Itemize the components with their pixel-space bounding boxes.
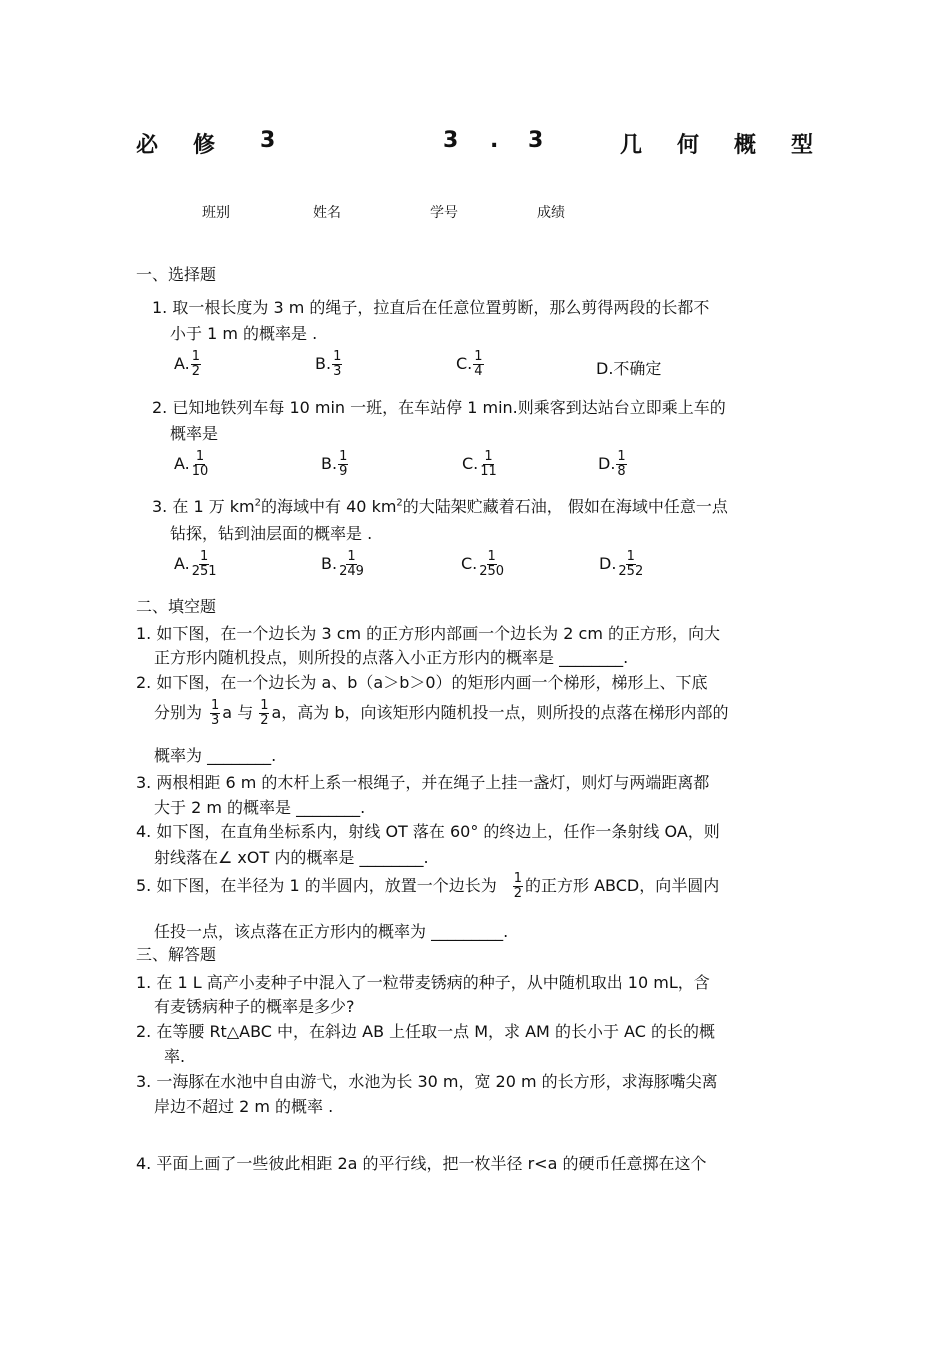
q2-line2: 概率是 (170, 424, 219, 443)
q3-option-b: B. $\frac{1}{249}$ (321, 549, 364, 579)
q2-option-a: A. $\frac{1}{10}$ (174, 449, 209, 479)
solve-q2-line2: 率. (164, 1047, 186, 1066)
q2-option-c: C. $\frac{1}{11}$ (462, 449, 497, 479)
solve-q2-line1: 2. 在等腰 Rt△ABC 中，在斜边 AB 上任取一点 M，求 AM 的长小于 AC 的长的概 (136, 1022, 715, 1041)
q1-line2: 小于 1 m 的概率是 . (170, 324, 318, 343)
title-char-1: 必 (136, 133, 159, 158)
solve-q4-line1: 4. 平面上画了一些彼此相距 2a 的平行线，把一枚半径 r<a 的硬币任意掷在这个 (136, 1154, 707, 1173)
q3-option-d: D. $\frac{1}{252}$ (599, 549, 644, 579)
score-label: 成绩 (537, 205, 565, 221)
solve-q3-line1: 3. 一海豚在水池中自由游弋，水池为长 30 m，宽 20 m 的长方形，求海豚嘴尖离 (136, 1072, 718, 1091)
solve-q3-line2: 岸边不超过 2 m 的概率 . (154, 1097, 334, 1116)
q2-option-d: D. $\frac{1}{8}$ (598, 449, 626, 479)
fill-q1-line1: 1. 如下图，在一个边长为 3 cm 的正方形内部画一个边长为 2 cm 的正方形，向大 (136, 624, 720, 643)
title-char-10: 型 (791, 133, 814, 158)
title-char-8: 何 (677, 133, 700, 158)
q1-line1: 1. 取一根长度为 3 m 的绳子，拉直后在任意位置剪断，那么剪得两段的长都不 (152, 298, 710, 317)
fill-q3-line1: 3. 两根相距 6 m 的木杆上系一根绳子，并在绳子上挂一盏灯，则灯与两端距离都 (136, 773, 710, 792)
solve-q1-line2: 有麦锈病种子的概率是多少? (154, 997, 355, 1016)
title-char-6: 3 (528, 128, 544, 153)
name-label: 姓名 (313, 205, 341, 221)
q3-option-c: C. $\frac{1}{250}$ (461, 549, 505, 579)
student-id-label: 学号 (430, 205, 458, 221)
section-heading-fill: 二、填空题 (136, 597, 217, 616)
title-char-9: 概 (734, 133, 757, 158)
q1-option-d: D.不确定 (596, 359, 662, 378)
title-char-2: 修 (193, 133, 216, 158)
q1-option-a: A. $\frac{1}{2}$ (174, 349, 201, 379)
q2-line1: 2. 已知地铁列车每 10 min 一班，在车站停 1 min.则乘客到达站台立即乘上车的 (152, 398, 726, 417)
fill-q4-line1: 4. 如下图，在直角坐标系内，射线 OT 落在 60° 的终边上，任作一条射线 OA，则 (136, 822, 720, 841)
title-char-7: 几 (620, 133, 643, 158)
section-heading-solve: 三、解答题 (136, 945, 217, 964)
fill-q5-line1: 5. 如下图，在半径为 1 的半圆内，放置一个边长为 $\frac{1}{2}$ 的正方形 ABCD，向半圆内 (136, 871, 720, 901)
section-heading-choice: 一、选择题 (136, 265, 217, 284)
fill-q4-line2: 射线落在∠ xOT 内的概率是 ________. (154, 848, 429, 867)
solve-q1-line1: 1. 在 1 L 高产小麦种子中混入了一粒带麦锈病的种子，从中随机取出 10 mL，含 (136, 973, 710, 992)
fill-q1-line2: 正方形内随机投点，则所投的点落入小正方形内的概率是 ________. (154, 648, 629, 667)
title-char-4: 3 (443, 128, 459, 153)
q3-line2: 钻探，钻到油层面的概率是 . (170, 524, 373, 543)
fill-q5-line2: 任投一点，该点落在正方形内的概率为 _________. (154, 922, 509, 941)
fill-q2-line3: 概率为 ________. (154, 746, 277, 765)
title-char-3: 3 (260, 128, 276, 153)
q3-option-a: A. $\frac{1}{251}$ (174, 549, 217, 579)
fill-q2-line2: 分别为 $\frac{1}{3}$ a 与 $\frac{1}{2}$ a，高为 b，向该矩形内随机投一点，则所投的点落在梯形内部的 (154, 698, 729, 728)
q1-option-b: B. $\frac{1}{3}$ (315, 349, 342, 379)
title-char-5: . (490, 128, 499, 153)
class-label: 班别 (202, 205, 230, 221)
q2-option-b: B. $\frac{1}{9}$ (321, 449, 348, 479)
q3-line1: 3. 在 1 万 $km^2$的海域中有 40 $km^2$的大陆架贮藏着石油， 假如在海域中任意一点 (152, 497, 728, 516)
fill-q2-line1: 2. 如下图，在一个边长为 a、b（a＞b＞0）的矩形内画一个梯形，梯形上、下底 (136, 673, 708, 692)
q1-option-c: C. $\frac{1}{4}$ (456, 349, 483, 379)
fill-q3-line2: 大于 2 m 的概率是 ________. (154, 798, 366, 817)
